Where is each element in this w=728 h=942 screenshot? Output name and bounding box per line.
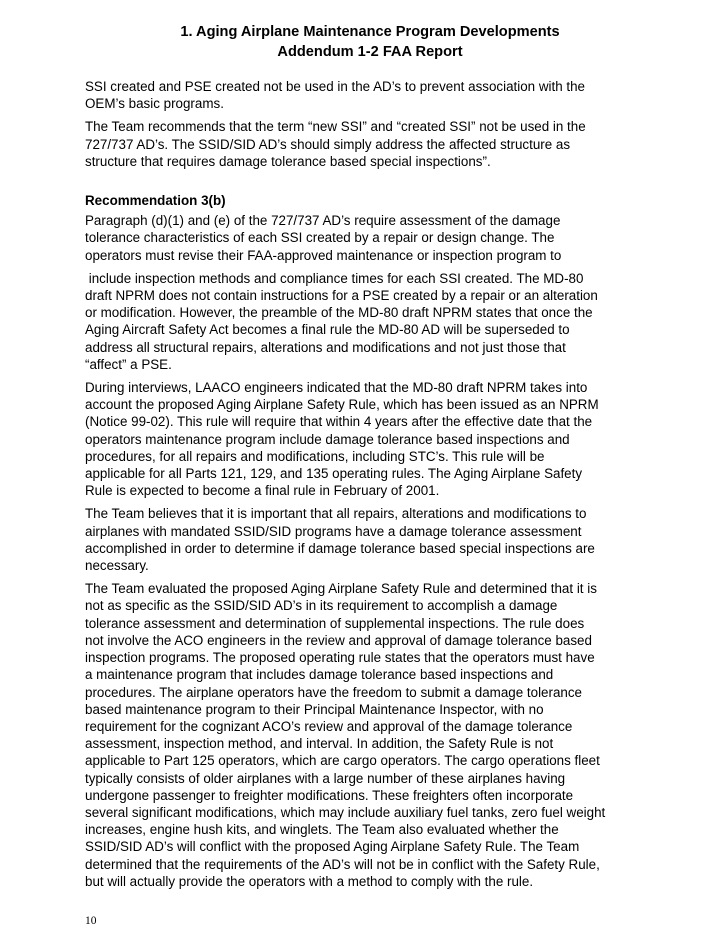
text-line: draft NPRM does not contain instructions for a PSE created by a repair or an alteration [85,288,598,304]
text-line: account the proposed Aging Airplane Safety Rule, which has been issued as an NPRM [85,397,599,413]
text-line: inspection programs. The proposed operating rule states that the operators must have [85,650,595,666]
text-line: “affect” a PSE. [85,356,172,372]
text-line: airplanes with mandated SSID/SID programs have a damage tolerance assessment [85,523,582,539]
page-header [80,22,660,62]
text-line: tolerance characteristics of each SSI created by a repair or design change. The [85,230,555,246]
text-line: a maintenance program that includes damage tolerance based inspections and [85,667,554,683]
body-content [85,78,645,896]
text-line: increases, engine hush kits, and winglets. The Team also evaluated whether the [85,822,559,838]
section-heading: Recommendation 3(b) [85,193,226,209]
paragraph-6 [85,505,645,574]
page-number: 10 [85,915,97,927]
text-line: determined that the requirements of the AD’s will not be in conflict with the Safety Rule, [85,856,600,872]
text-line: assessment, inspection method, and interval. In addition, the Safety Rule is not [85,736,554,752]
text-line: based maintenance program to their Principal Maintenance Inspector, with no [85,701,544,717]
text-line: applicable to Part 125 operators, which are cargo operators. The cargo operations fleet [85,753,600,769]
text-line: The Team recommends that the term “new SSI” and “created SSI” not be used in the [85,119,586,135]
text-line: (Notice 99-02). This rule will require that within 4 years after the effective date that the [85,414,593,430]
text-line: procedures. The airplane operators have the freedom to submit a damage tolerance [85,684,582,700]
text-line: not as specific as the SSID/SID AD’s in its requirement to accomplish a damage [85,598,558,614]
text-line: Aging Aircraft Safety Act becomes a final rule the MD-80 AD will be superseded to [85,322,570,338]
text-line: The Team believes that it is important that all repairs, alterations and modifications to [85,506,587,522]
paragraph-1 [85,78,645,112]
spacer [85,176,645,192]
text-line: or modification. However, the preamble of the MD-80 draft NPRM states that once the [85,305,593,321]
text-line: Paragraph (d)(1) and (e) of the 727/737 AD’s require assessment of the damage [85,213,561,229]
text-line: procedures, for all repairs and modifications, including STC’s. This rule will be [85,448,545,464]
text-line: include inspection methods and compliance times for each SSI created. The MD-80 [85,270,584,286]
paragraph-7 [85,580,645,890]
text-line: During interviews, LAACO engineers indicated that the MD-80 draft NPRM takes into [85,380,588,396]
text-line: several significant modifications, which may include auxiliary fuel tanks, zero fuel weight [85,804,606,820]
text-line: SSI created and PSE created not be used in the AD’s to prevent association with the [85,79,585,94]
text-line: operators maintenance program include damage tolerance based inspections and [85,431,570,447]
text-line: address all structural repairs, alterations and modifications and not just those that [85,339,566,355]
paragraph-3 [85,212,645,264]
text-line: but will actually provide the operators with a method to comply with the rule. [85,873,534,889]
text-line: tolerance assessment and determination of supplemental inspections. The rule does [85,615,585,631]
paragraph-2 [85,118,645,170]
text-line: operators must revise their FAA-approved maintenance or inspection program to [85,247,562,263]
text-line: applicable for all Parts 121, 129, and 135 operating rules. The Aging Airplane Safety [85,466,583,482]
paragraph-4 [85,270,645,373]
text-line: necessary. [85,558,149,574]
text-line: SSID/SID AD’s will conflict with the proposed Aging Airplane Safety Rule. The Team [85,839,580,855]
text-line: 727/737 AD’s. The SSID/SID AD’s should simply address the affected structure as [85,136,571,152]
text-line: requirement for the cognizant ACO’s review and approval of the damage tolerance [85,718,573,734]
text-line: undergone passenger to freighter modifications. These freighters often incorporate [85,787,574,803]
header-title: 1. Aging Airplane Maintenance Program Developments [180,24,560,40]
text-line: not involve the ACO engineers in the review and approval of damage tolerance based [85,632,592,648]
text-line: structure that requires damage tolerance based special inspections”. [85,153,491,169]
paragraph-5 [85,379,645,499]
text-line: Rule is expected to become a final rule in February of 2001. [85,483,440,499]
text-line: The Team evaluated the proposed Aging Airplane Safety Rule and determined that it is [85,581,597,597]
header-subtitle: Addendum 1-2 FAA Report [277,44,463,60]
text-line: OEM’s basic programs. [85,96,224,112]
text-line: accomplished in order to determine if damage tolerance based special inspections are [85,540,595,556]
text-line: typically consists of older airplanes with a large number of these airplanes having [85,770,566,786]
